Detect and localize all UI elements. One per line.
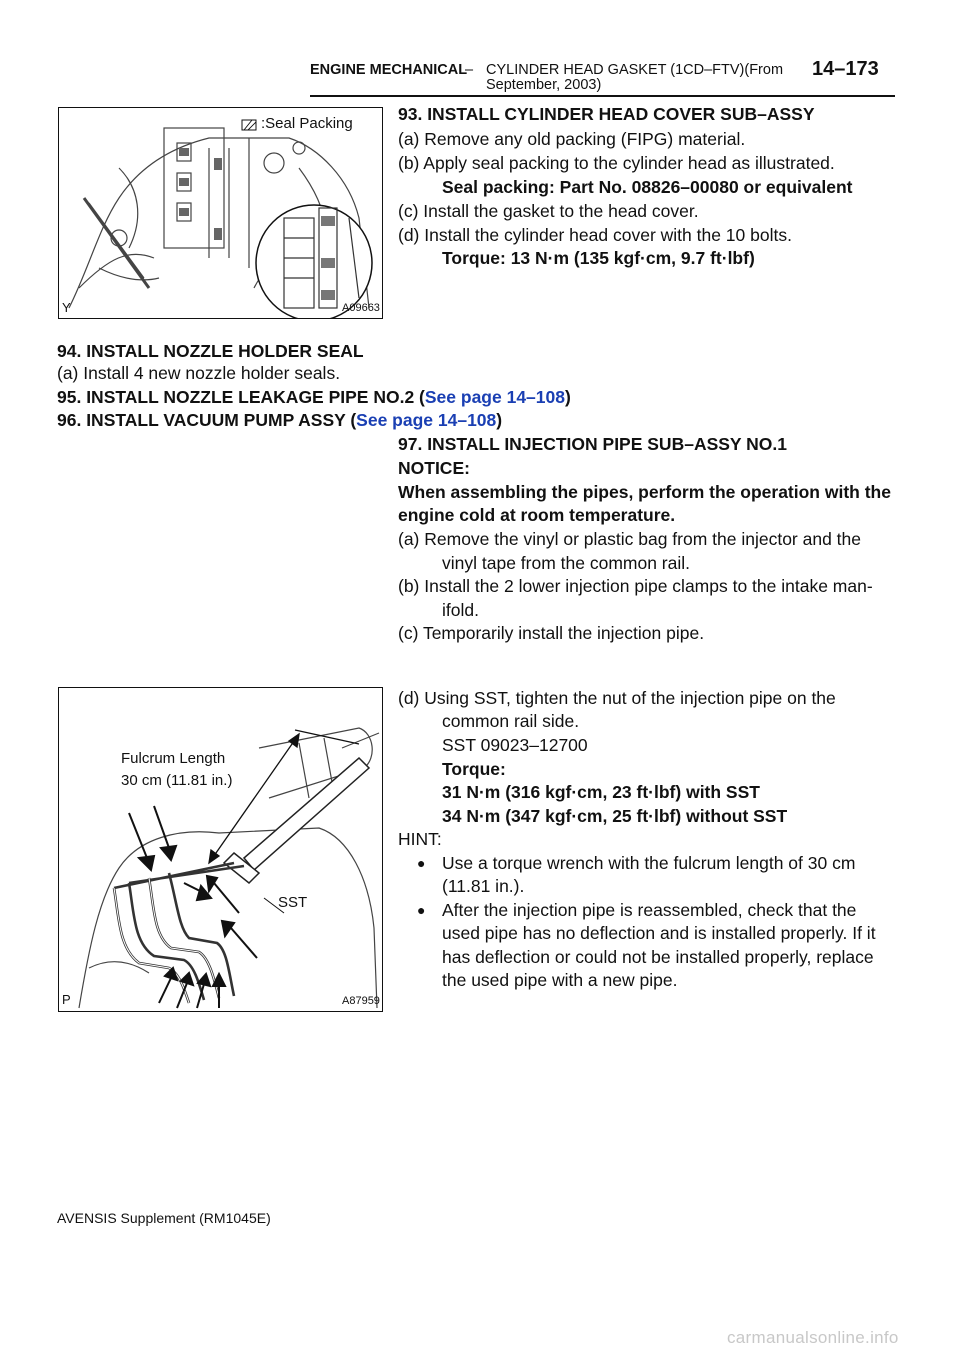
step-97-d-line-2: common rail side. [442,711,580,731]
hint-2-line-1: After the injection pipe is reassembled, check that the [442,900,857,920]
step-93-heading: 93. INSTALL CYLINDER HEAD COVER SUB–ASSY [398,104,815,124]
step-93-b: (b) Apply seal packing to the cylinder head as illustrated. [398,153,835,173]
step-97-torque-label: Torque: [442,759,506,779]
figure-cylinder-head-seal-packing [58,107,383,319]
figure-mark: P [62,992,71,1007]
step-93-b-spec: Seal packing: Part No. 08826–00080 or equivalent [442,177,853,197]
header-title-line2: September, 2003) [486,77,602,93]
notice-line-1: When assembling the pipes, perform the operation with the [398,482,891,502]
hint-2-line-3: has deflection or could not be installed properly, replace [442,947,874,967]
fulcrum-length-value: 30 cm (11.81 in.) [121,772,233,789]
hint-1-line-2: (11.81 in.). [442,876,525,896]
hint-1-line-1: Use a torque wrench with the fulcrum length of 30 cm [442,853,856,873]
header-dash: – [465,62,474,78]
figure-id: A09663 [342,302,380,314]
watermark: carmanualsonline.info [727,1328,899,1347]
figure-id: A87959 [342,995,380,1007]
step-93-d: (d) Install the cylinder head cover with the 10 bolts. [398,225,792,245]
step-97-b-line-1: (b) Install the 2 lower injection pipe clamps to the intake man- [398,576,873,596]
notice-line-2: engine cold at room temperature. [398,505,676,525]
header-section: ENGINE MECHANICAL [310,62,468,78]
step-97-sst: SST 09023–12700 [442,735,588,755]
bullet-icon: ● [417,902,426,918]
step-97-a-line-2: vinyl tape from the common rail. [442,553,691,573]
bullet-icon: ● [417,855,426,871]
step-93-c: (c) Install the gasket to the head cover. [398,201,699,221]
fulcrum-length-label: Fulcrum Length [121,750,226,767]
step-94-heading: 94. INSTALL NOZZLE HOLDER SEAL [57,341,364,361]
step-96-heading: 96. INSTALL VACUUM PUMP ASSY (See page 14–108) [57,410,503,430]
step-97-d-line-1: (d) Using SST, tighten the nut of the injection pipe on the [398,688,836,708]
step-97-heading: 97. INSTALL INJECTION PIPE SUB–ASSY NO.1 [398,434,787,454]
header-rule [310,95,895,97]
figure-mark: Y [62,300,71,315]
engine-illustration-1 [59,108,382,318]
figure-injection-pipe-sst [58,687,383,1012]
sst-label: SST [278,894,308,911]
hint-label: HINT: [398,829,442,849]
step-95-link[interactable]: See page 14–108 [424,387,565,407]
footer-manual-reference: AVENSIS Supplement (RM1045E) [57,1210,271,1226]
step-97-torque-without-sst: 34 N·m (347 kgf·cm, 25 ft·lbf) without SST [442,806,788,826]
step-97-torque-with-sst: 31 N·m (316 kgf·cm, 23 ft·lbf) with SST [442,782,760,802]
step-96-link[interactable]: See page 14–108 [356,410,497,430]
hint-2-line-2: used pipe has no deflection and is installed properly. If it [442,923,876,943]
engine-illustration-2 [59,688,382,1011]
step-94-a: (a) Install 4 new nozzle holder seals. [57,363,341,383]
step-93-torque: Torque: 13 N·m (135 kgf·cm, 9.7 ft·lbf) [442,248,755,268]
page-number: 14–173 [812,58,879,80]
step-95-heading: 95. INSTALL NOZZLE LEAKAGE PIPE NO.2 (See page 14–108) [57,387,571,407]
step-97-a-line-1: (a) Remove the vinyl or plastic bag from the injector and the [398,529,861,549]
step-93-a: (a) Remove any old packing (FIPG) material. [398,129,746,149]
header-title-line1: CYLINDER HEAD GASKET (1CD–FTV)(From [486,62,784,78]
notice-label: NOTICE: [398,458,470,478]
step-97-c: (c) Temporarily install the injection pipe. [398,623,705,643]
step-97-b-line-2: ifold. [442,600,479,620]
figure-legend-seal-packing: :Seal Packing [261,115,353,132]
hint-2-line-4: the used pipe with a new pipe. [442,970,678,990]
